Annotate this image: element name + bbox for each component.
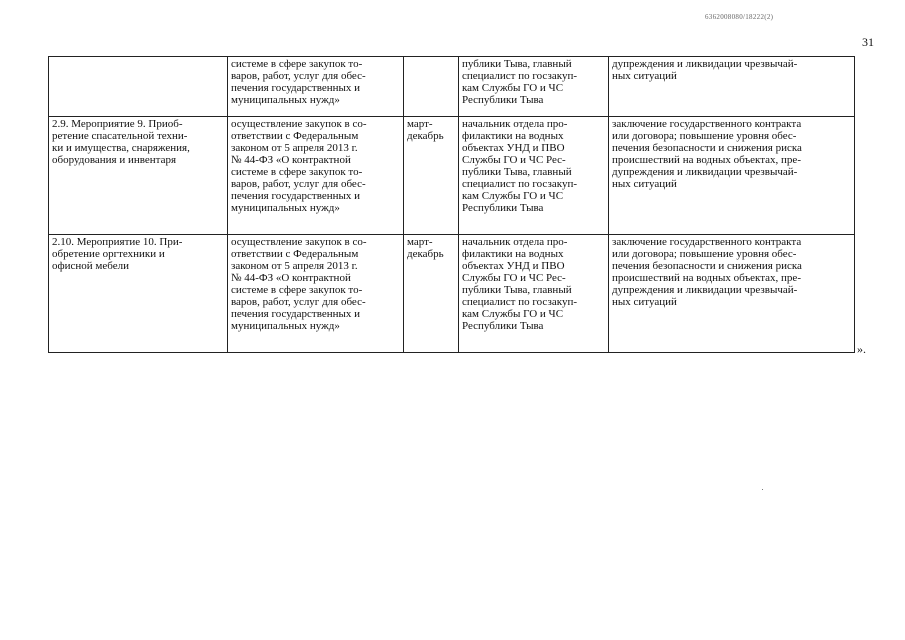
table-row <box>49 235 855 353</box>
method-cell: осуществление закупок в со- ответствии с Федеральным законом от 5 апреля 2013 г. № 44-ФЗ «О контрактной системе в сфере закупок то- варов, работ, услуг для обес- печения государственных и муниципальных нужд» <box>228 235 404 353</box>
period-cell: март- декабрь <box>404 235 459 353</box>
period-cell <box>404 57 459 117</box>
table-row <box>49 117 855 235</box>
table-row <box>49 57 855 117</box>
executor-cell: публики Тыва, главный специалист по госзакуп- кам Службы ГО и ЧС Республики Тыва <box>459 57 609 117</box>
period-cell: март- декабрь <box>404 117 459 235</box>
method-cell: осуществление закупок в со- ответствии с Федеральным законом от 5 апреля 2013 г. № 44-ФЗ «О контрактной системе в сфере закупок то- варов, работ, услуг для обес- печения государственных и муниципальных нужд» <box>228 117 404 235</box>
measures-table <box>48 56 855 353</box>
page-number: 31 <box>862 35 874 49</box>
activity-cell <box>49 57 228 117</box>
scan-speck <box>762 489 763 490</box>
executor-cell: начальник отдела про- филактики на водных объектах УНД и ПВО Службы ГО и ЧС Рес- публики Тыва, главный специалист по госзакуп- кам Службы ГО и ЧС Республики Тыва <box>459 235 609 353</box>
activity-cell: 2.10. Мероприятие 10. При- обретение оргтехники и офисной мебели <box>49 235 228 353</box>
result-cell: дупреждения и ликвидации чрезвычай- ных ситуаций <box>609 57 855 117</box>
closing-quote-mark: ». <box>857 342 866 356</box>
executor-cell: начальник отдела про- филактики на водных объектах УНД и ПВО Службы ГО и ЧС Рес- публики Тыва, главный специалист по госзакуп- кам Службы ГО и ЧС Республики Тыва <box>459 117 609 235</box>
method-cell: системе в сфере закупок то- варов, работ, услуг для обес- печения государственных и муниципальных нужд» <box>228 57 404 117</box>
result-cell: заключение государственного контракта или договора; повышение уровня обес- печения безопасности и снижения риска происшествий на водных объектах, пре- дупреждения и ликвидации чрезвычай- ных ситуаций <box>609 117 855 235</box>
document-id: 6362008080/18222(2) <box>705 13 774 21</box>
activity-cell: 2.9. Мероприятие 9. Приоб- ретение спасательной техни- ки и имущества, снаряжения, оборудования и инвентаря <box>49 117 228 235</box>
result-cell: заключение государственного контракта или договора; повышение уровня обес- печения безопасности и снижения риска происшествий на водных объектах, пре- дупреждения и ликвидации чрезвычай- ных ситуаций <box>609 235 855 353</box>
